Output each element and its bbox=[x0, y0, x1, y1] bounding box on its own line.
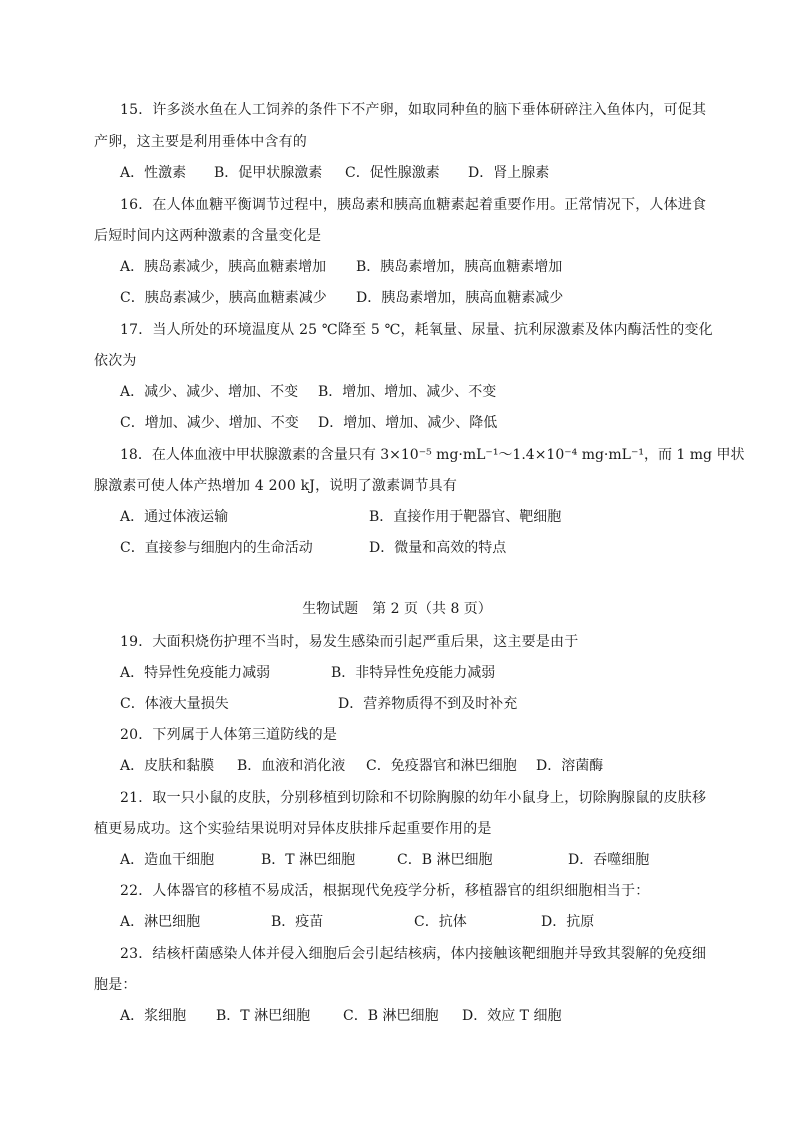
question-18-option-b: B．直接作用于靶器官、靶细胞 bbox=[369, 509, 562, 525]
question-21-stem-line1: 21．取一只小鼠的皮肤，分别移植到切除和不切除胸腺的幼年小鼠身上，切除胸腺鼠的皮肤移 bbox=[120, 790, 707, 806]
question-19-option-a: A．特异性免疫能力减弱 bbox=[120, 665, 271, 681]
question-21-option-c: C．B 淋巴细胞 bbox=[397, 852, 493, 868]
question-15-option-d: D．肾上腺素 bbox=[468, 165, 550, 181]
question-20-stem-line1: 20．下列属于人体第三道防线的是 bbox=[120, 727, 338, 743]
question-19-option-c: C．体液大量损失 bbox=[120, 696, 229, 712]
question-15-option-c: C．促性腺激素 bbox=[345, 165, 440, 181]
question-21-option-a: A．造血干细胞 bbox=[120, 852, 215, 868]
question-16-stem-line2: 后短时间内这两种激素的含量变化是 bbox=[94, 228, 322, 244]
question-22-option-a: A．淋巴细胞 bbox=[120, 914, 201, 930]
question-20-option-a: A．皮肤和黏膜 bbox=[120, 758, 215, 774]
question-17-option-b: B．增加、增加、减少、不变 bbox=[318, 384, 497, 400]
page-footer: 生物试题 第 2 页（共 8 页） bbox=[302, 601, 492, 617]
question-23-option-a: A．浆细胞 bbox=[120, 1008, 187, 1024]
question-17-option-a: A．减少、减少、增加、不变 bbox=[120, 384, 299, 400]
question-21-stem-line2: 植更易成功。这个实验结果说明对异体皮肤排斥起重要作用的是 bbox=[94, 821, 492, 837]
question-22-option-d: D．抗原 bbox=[541, 914, 595, 930]
question-16-stem-line1: 16．在人体血糖平衡调节过程中，胰岛素和胰高血糖素起着重要作用。正常情况下，人体进食 bbox=[120, 197, 707, 213]
question-15-stem-line1: 15．许多淡水鱼在人工饲养的条件下不产卵，如取同种鱼的脑下垂体研碎注入鱼体内，可促其 bbox=[120, 102, 707, 118]
question-18-stem-line2: 腺激素可使人体产热增加 4 200 kJ，说明了激素调节具有 bbox=[94, 478, 458, 494]
question-23-option-c: C．B 淋巴细胞 bbox=[343, 1008, 439, 1024]
question-21-option-d: D．吞噬细胞 bbox=[568, 852, 650, 868]
question-22-stem-line1: 22．人体器官的移植不易成活，根据现代免疫学分析，移植器官的组织细胞相当于： bbox=[120, 883, 650, 899]
question-17-option-d: D．增加、增加、减少、降低 bbox=[318, 415, 498, 431]
question-23-option-d: D．效应 T 细胞 bbox=[462, 1008, 562, 1024]
question-18-option-a: A．通过体液运输 bbox=[120, 509, 229, 525]
question-18-option-c: C．直接参与细胞内的生命活动 bbox=[120, 540, 313, 556]
question-23-stem-line1: 23．结核杆菌感染人体并侵入细胞后会引起结核病，体内接触该靶细胞并导致其裂解的免疫细 bbox=[120, 946, 707, 962]
question-17-stem-line1: 17．当人所处的环境温度从 25 ℃降至 5 ℃，耗氧量、尿量、抗利尿激素及体内酶活性的变化 bbox=[120, 322, 713, 338]
question-23-stem-line2: 胞是： bbox=[94, 977, 137, 993]
question-21-option-b: B．T 淋巴细胞 bbox=[261, 852, 356, 868]
question-15-option-a: A．性激素 bbox=[120, 165, 187, 181]
question-22-option-b: B．疫苗 bbox=[271, 914, 324, 930]
question-16-option-b: B．胰岛素增加，胰高血糖素增加 bbox=[356, 259, 563, 275]
question-17-stem-line2: 依次为 bbox=[94, 353, 137, 369]
question-16-option-c: C．胰岛素减少，胰高血糖素减少 bbox=[120, 290, 327, 306]
question-16-option-d: D．胰岛素增加，胰高血糖素减少 bbox=[356, 290, 564, 306]
question-22-option-c: C．抗体 bbox=[414, 914, 467, 930]
question-16-option-a: A．胰岛素减少，胰高血糖素增加 bbox=[120, 259, 327, 275]
question-18-stem-line1: 18．在人体血液中甲状腺激素的含量只有 3×10⁻⁵ mg·mL⁻¹～1.4×10⁻⁴ mg·mL⁻¹，而 1 mg 甲状 bbox=[120, 447, 745, 463]
question-23-option-b: B．T 淋巴细胞 bbox=[216, 1008, 311, 1024]
question-20-option-b: B．血液和消化液 bbox=[237, 758, 346, 774]
question-15-option-b: B．促甲状腺激素 bbox=[214, 165, 323, 181]
question-19-option-d: D．营养物质得不到及时补充 bbox=[338, 696, 518, 712]
question-15-stem-line2: 产卵，这主要是利用垂体中含有的 bbox=[94, 134, 307, 150]
question-20-option-c: C．免疫器官和淋巴细胞 bbox=[366, 758, 517, 774]
question-18-option-d: D．微量和高效的特点 bbox=[369, 540, 507, 556]
question-19-stem-line1: 19．大面积烧伤护理不当时，易发生感染而引起严重后果，这主要是由于 bbox=[120, 634, 579, 650]
question-17-option-c: C．增加、减少、增加、不变 bbox=[120, 415, 299, 431]
question-20-option-d: D．溶菌酶 bbox=[536, 758, 604, 774]
question-19-option-b: B．非特异性免疫能力减弱 bbox=[331, 665, 496, 681]
